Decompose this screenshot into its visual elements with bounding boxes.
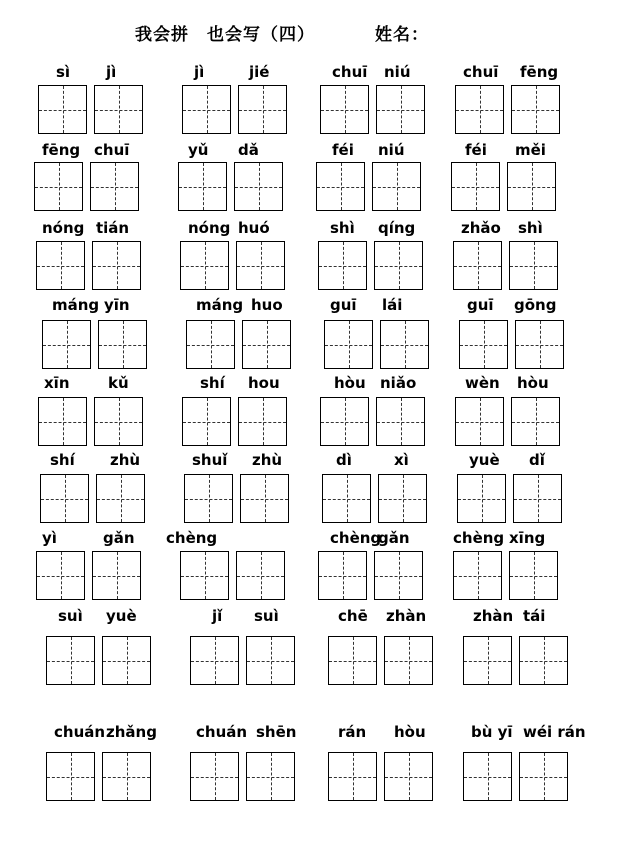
pinyin-label: suì	[58, 607, 83, 625]
writing-box[interactable]	[328, 636, 377, 685]
writing-box[interactable]	[511, 85, 560, 134]
pinyin-label: yǔ	[188, 141, 209, 159]
writing-box[interactable]	[94, 397, 143, 446]
pinyin-label: zhǎng	[106, 723, 157, 741]
writing-box[interactable]	[240, 474, 289, 523]
pinyin-label: bù yī	[471, 723, 513, 741]
writing-box[interactable]	[236, 241, 285, 290]
pinyin-label: féi	[465, 141, 487, 159]
writing-box[interactable]	[376, 85, 425, 134]
pinyin-label: guī	[467, 296, 494, 314]
pinyin-label: féi	[332, 141, 354, 159]
pinyin-label: hòu	[394, 723, 426, 741]
pinyin-label: hòu	[334, 374, 366, 392]
writing-box[interactable]	[320, 85, 369, 134]
writing-box[interactable]	[453, 241, 502, 290]
pinyin-label: chuán	[196, 723, 248, 741]
writing-box[interactable]	[515, 320, 564, 369]
writing-box[interactable]	[94, 85, 143, 134]
writing-box[interactable]	[519, 752, 568, 801]
writing-box[interactable]	[316, 162, 365, 211]
pinyin-label: wéi rán	[523, 723, 586, 741]
writing-box[interactable]	[182, 397, 231, 446]
pinyin-label: máng	[52, 296, 100, 314]
pinyin-label: yuè	[106, 607, 137, 625]
pinyin-label: yīn	[104, 296, 130, 314]
writing-box[interactable]	[180, 551, 229, 600]
pinyin-label: tái	[523, 607, 546, 625]
pinyin-label: chuī	[463, 63, 499, 81]
pinyin-label: shēn	[256, 723, 297, 741]
pinyin-label: chèng	[166, 529, 218, 547]
pinyin-label: niǎo	[380, 374, 417, 392]
pinyin-label: chuī	[332, 63, 368, 81]
title-text: 我会拼 也会写（四）	[135, 25, 315, 45]
writing-box[interactable]	[42, 320, 91, 369]
writing-box[interactable]	[186, 320, 235, 369]
writing-box[interactable]	[374, 241, 423, 290]
writing-box[interactable]	[182, 85, 231, 134]
pinyin-label: suì	[254, 607, 279, 625]
pinyin-label: xīng	[509, 529, 546, 547]
pinyin-label: jì	[106, 63, 117, 81]
pinyin-label: xīn	[44, 374, 70, 392]
pinyin-label: kǔ	[108, 374, 129, 392]
pinyin-label: nóng	[188, 219, 231, 237]
pinyin-label: qíng	[378, 219, 416, 237]
writing-box[interactable]	[457, 474, 506, 523]
writing-box[interactable]	[455, 397, 504, 446]
writing-box[interactable]	[236, 551, 285, 600]
writing-box[interactable]	[102, 752, 151, 801]
writing-box[interactable]	[90, 162, 139, 211]
pinyin-label: zhàn	[473, 607, 514, 625]
writing-box[interactable]	[318, 551, 367, 600]
pinyin-label: yuè	[469, 451, 500, 469]
writing-box[interactable]	[34, 162, 83, 211]
writing-box[interactable]	[320, 397, 369, 446]
pinyin-label: yì	[42, 529, 57, 547]
writing-box[interactable]	[318, 241, 367, 290]
writing-box[interactable]	[40, 474, 89, 523]
writing-box[interactable]	[38, 397, 87, 446]
pinyin-label: shí	[200, 374, 225, 392]
pinyin-label: zhù	[252, 451, 283, 469]
pinyin-label: xì	[394, 451, 409, 469]
writing-box[interactable]	[98, 320, 147, 369]
writing-box[interactable]	[46, 752, 95, 801]
writing-box[interactable]	[328, 752, 377, 801]
writing-box[interactable]	[378, 474, 427, 523]
writing-box[interactable]	[46, 636, 95, 685]
writing-box[interactable]	[453, 551, 502, 600]
name-label: 姓名：	[375, 25, 429, 45]
pinyin-label: chèng	[453, 529, 505, 547]
writing-box[interactable]	[374, 551, 423, 600]
pinyin-label: jǐ	[212, 607, 223, 625]
pinyin-label: gǎn	[103, 529, 135, 547]
writing-box[interactable]	[513, 474, 562, 523]
pinyin-label: gōng	[514, 296, 557, 314]
writing-box[interactable]	[184, 474, 233, 523]
pinyin-label: máng	[196, 296, 244, 314]
writing-box[interactable]	[92, 241, 141, 290]
pinyin-label: shì	[518, 219, 543, 237]
pinyin-label: huó	[238, 219, 270, 237]
pinyin-label: jì	[194, 63, 205, 81]
pinyin-label: tián	[96, 219, 130, 237]
pinyin-label: rán	[338, 723, 367, 741]
pinyin-label: shuǐ	[192, 451, 228, 469]
pinyin-label: wèn	[465, 374, 500, 392]
writing-box[interactable]	[242, 320, 291, 369]
pinyin-label: chuán	[54, 723, 106, 741]
pinyin-label: shí	[50, 451, 75, 469]
writing-box[interactable]	[178, 162, 227, 211]
pinyin-label: zhǎo	[461, 219, 501, 237]
writing-box[interactable]	[38, 85, 87, 134]
pinyin-label: hou	[248, 374, 280, 392]
writing-box[interactable]	[463, 636, 512, 685]
writing-box[interactable]	[376, 397, 425, 446]
writing-box[interactable]	[190, 636, 239, 685]
writing-box[interactable]	[507, 162, 556, 211]
pinyin-label: hòu	[517, 374, 549, 392]
writing-box[interactable]	[234, 162, 283, 211]
pinyin-label: huo	[251, 296, 283, 314]
writing-box[interactable]	[102, 636, 151, 685]
pinyin-label: gǎn	[378, 529, 410, 547]
pinyin-label: sì	[56, 63, 71, 81]
writing-box[interactable]	[322, 474, 371, 523]
writing-box[interactable]	[384, 752, 433, 801]
writing-box[interactable]	[238, 397, 287, 446]
writing-box[interactable]	[463, 752, 512, 801]
writing-box[interactable]	[96, 474, 145, 523]
writing-box[interactable]	[519, 636, 568, 685]
pinyin-label: niú	[378, 141, 405, 159]
writing-box[interactable]	[384, 636, 433, 685]
pinyin-label: lái	[382, 296, 403, 314]
writing-box[interactable]	[380, 320, 429, 369]
pinyin-label: zhù	[110, 451, 141, 469]
pinyin-label: jié	[249, 63, 270, 81]
pinyin-label: fēng	[42, 141, 81, 159]
writing-box[interactable]	[190, 752, 239, 801]
writing-box[interactable]	[324, 320, 373, 369]
writing-box[interactable]	[451, 162, 500, 211]
pinyin-label: niú	[384, 63, 411, 81]
pinyin-label: chuī	[94, 141, 130, 159]
writing-box[interactable]	[92, 551, 141, 600]
writing-box[interactable]	[238, 85, 287, 134]
pinyin-label: nóng	[42, 219, 85, 237]
pinyin-label: guī	[330, 296, 357, 314]
pinyin-label: fēng	[520, 63, 559, 81]
writing-box[interactable]	[459, 320, 508, 369]
worksheet-title	[135, 20, 429, 45]
writing-box[interactable]	[509, 241, 558, 290]
pinyin-label: zhàn	[386, 607, 427, 625]
writing-box[interactable]	[509, 551, 558, 600]
writing-box[interactable]	[455, 85, 504, 134]
writing-box[interactable]	[36, 551, 85, 600]
writing-box[interactable]	[180, 241, 229, 290]
writing-box[interactable]	[246, 636, 295, 685]
pinyin-label: dǐ	[529, 451, 545, 469]
writing-box[interactable]	[372, 162, 421, 211]
pinyin-label: dì	[336, 451, 352, 469]
writing-box[interactable]	[246, 752, 295, 801]
writing-box[interactable]	[36, 241, 85, 290]
pinyin-label: chē	[338, 607, 368, 625]
pinyin-label: měi	[515, 141, 546, 159]
pinyin-label: chèng	[330, 529, 382, 547]
writing-box[interactable]	[511, 397, 560, 446]
pinyin-label: shì	[330, 219, 355, 237]
pinyin-label: dǎ	[238, 141, 259, 159]
